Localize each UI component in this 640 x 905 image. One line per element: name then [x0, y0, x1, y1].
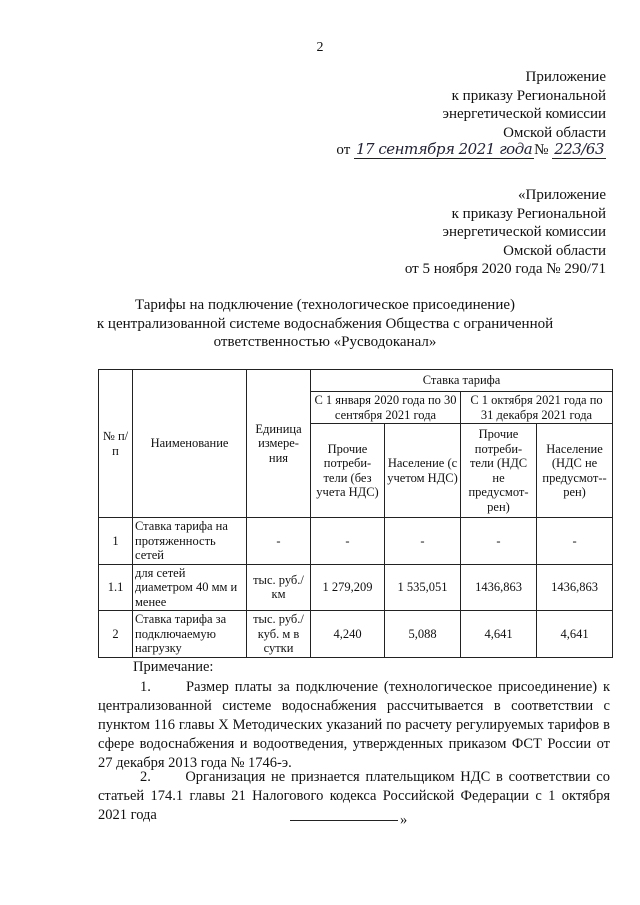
closing-rule — [290, 820, 398, 821]
row-value: 1 535,051 — [385, 564, 461, 611]
row-value: 4,240 — [311, 611, 385, 658]
header-line: от 5 ноября 2020 года № 290/71 — [404, 261, 606, 277]
header-line: «Приложение — [517, 187, 606, 203]
row-value: 1436,863 — [537, 564, 613, 611]
header-sub-1: Прочие потреби-тели (без учета НДС) — [311, 424, 385, 518]
previous-appendix-header — [405, 186, 606, 279]
row-num: 1 — [99, 518, 133, 565]
header-sub-3: Прочие потреби-тели (НДС не предусмот-рен) — [461, 424, 537, 518]
header-sub-4: Население (НДС не предусмот--рен) — [537, 424, 613, 518]
row-value: - — [311, 518, 385, 565]
table-row — [99, 564, 613, 611]
row-unit: тыс. руб./км — [247, 564, 311, 611]
row-value: 5,088 — [385, 611, 461, 658]
header-period-2: С 1 октября 2021 года по 31 декабря 2021 года — [461, 392, 613, 424]
row-num: 1.1 — [99, 564, 133, 611]
page-number: 2 — [316, 40, 324, 55]
row-unit: тыс. руб./куб. м в сутки — [247, 611, 311, 658]
header-line: к приказу Региональной — [451, 87, 606, 104]
table-row — [99, 518, 613, 565]
row-value: 1 279,209 — [311, 564, 385, 611]
row-unit: - — [247, 518, 311, 565]
row-name: Ставка тарифа за подключаемую нагрузку — [133, 611, 247, 658]
title-line: ответственностью «Русводоканал» — [213, 334, 437, 350]
closing-line — [290, 812, 407, 829]
title-line: к централизованной системе водоснабжения Общества с ограниченной — [96, 315, 554, 332]
notes-heading: Примечание: — [133, 659, 214, 675]
row-name: Ставка тарифа на протяженность сетей — [133, 518, 247, 565]
row-num: 2 — [99, 611, 133, 658]
table-row — [99, 611, 613, 658]
appendix-header — [443, 68, 606, 142]
header-line: Омской области — [503, 242, 606, 259]
header-line: Приложение — [525, 69, 606, 85]
row-name: для сетей диаметром 40 мм и менее — [133, 564, 247, 611]
handwritten-number: 223/63 — [554, 140, 604, 158]
header-period-1: С 1 января 2020 года по 30 сентября 2021 года — [311, 392, 461, 424]
closing-quote: » — [400, 812, 408, 828]
header-num: № п/п — [99, 370, 133, 518]
title-line: Тарифы на подключение (технологическое присоединение) — [134, 297, 516, 313]
tariff-table — [98, 369, 613, 658]
header-name: Наименование — [133, 370, 247, 518]
header-rate: Ставка тарифа — [311, 370, 613, 392]
note-text: 2. Организация не признается плательщиком НДС в соответствии со статьей 174.1 главы 21 Налогового кодекса Российской Федерации с 1 октября 2021 года — [98, 769, 610, 823]
row-value: - — [385, 518, 461, 565]
header-line: Омской области — [503, 124, 606, 141]
note-text: 1. Размер платы за подключение (технологическое присоединение) к централизованной системе водоснабжения рассчитывается в соответствии с пунктом 116 главы X Методических указаний по расчету регулируемых тарифов в сфере водоснабжения и водоотведения, утвержденных приказом ФСТ России от 27 декабря 2013 года № 1746-э. — [98, 679, 610, 771]
note-item — [98, 678, 610, 773]
handwritten-date: 17 сентября 2021 года — [356, 140, 533, 158]
row-value: - — [537, 518, 613, 565]
row-value: - — [461, 518, 537, 565]
header-line: к приказу Региональной — [451, 205, 606, 222]
header-line: энергетической комиссии — [442, 106, 606, 122]
signature-line — [336, 140, 606, 159]
header-sub-2: Население (с учетом НДС) — [385, 424, 461, 518]
row-value: 4,641 — [461, 611, 537, 658]
signature-number-label: № — [534, 142, 549, 158]
header-unit: Единица измере-ния — [247, 370, 311, 518]
row-value: 1436,863 — [461, 564, 537, 611]
header-line: энергетической комиссии — [442, 224, 606, 240]
row-value: 4,641 — [537, 611, 613, 658]
document-title — [60, 296, 590, 352]
signature-prefix: от — [336, 142, 351, 158]
